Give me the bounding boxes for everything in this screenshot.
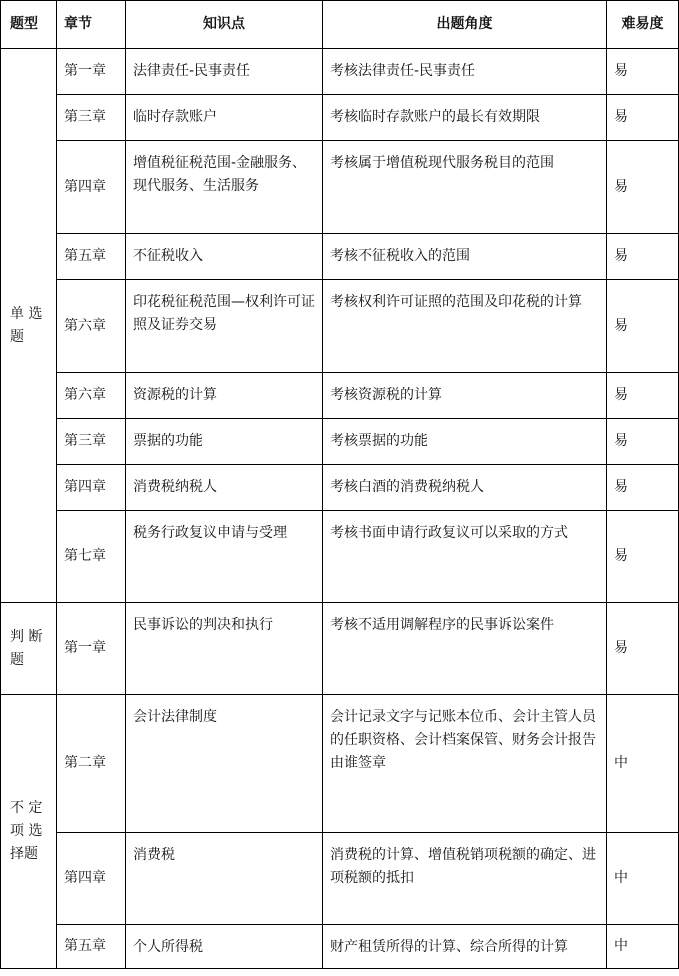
chapter-cell: 第四章 (57, 141, 126, 234)
knowledge-cell: 税务行政复议申请与受理 (126, 511, 323, 603)
knowledge-cell: 法律责任-民事责任 (126, 49, 323, 95)
knowledge-cell: 不征税收入 (126, 234, 323, 280)
difficulty-cell: 易 (607, 95, 679, 141)
angle-cell: 会计记录文字与记账本位币、会计主管人员的任职资格、会计档案保管、财务会计报告由谁签章 (323, 695, 607, 833)
angle-cell: 财产租赁所得的计算、综合所得的计算 (323, 925, 607, 969)
question-type-cell (1, 695, 57, 969)
angle-cell: 考核票据的功能 (323, 419, 607, 465)
table-row (1, 695, 679, 833)
knowledge-cell: 会计法律制度 (126, 695, 323, 833)
chapter-cell: 第六章 (57, 280, 126, 373)
difficulty-cell: 中 (607, 925, 679, 969)
angle-cell: 考核资源税的计算 (323, 373, 607, 419)
chapter-cell: 第五章 (57, 925, 126, 969)
angle-cell: 考核白酒的消费税纳税人 (323, 465, 607, 511)
chapter-cell: 第七章 (57, 511, 126, 603)
question-type-cell (1, 603, 57, 695)
table-row (1, 511, 679, 603)
knowledge-cell: 个人所得税 (126, 925, 323, 969)
type-line: 不 定 (10, 800, 43, 816)
table-row (1, 419, 679, 465)
angle-cell: 考核不征税收入的范围 (323, 234, 607, 280)
type-line: 项 选 (10, 823, 43, 839)
table-row (1, 925, 679, 969)
chapter-cell: 第五章 (57, 234, 126, 280)
table-row (1, 49, 679, 95)
difficulty-cell: 易 (607, 280, 679, 373)
table-row (1, 603, 679, 695)
header-knowledge: 知识点 (126, 1, 323, 49)
knowledge-cell: 票据的功能 (126, 419, 323, 465)
table-row (1, 141, 679, 234)
knowledge-cell: 印花税征税范围—权利许可证照及证券交易 (126, 280, 323, 373)
header-chapter: 章节 (57, 1, 126, 49)
chapter-cell: 第二章 (57, 695, 126, 833)
type-line: 题 (10, 328, 24, 345)
angle-cell: 考核法律责任-民事责任 (323, 49, 607, 95)
chapter-cell: 第六章 (57, 373, 126, 419)
difficulty-cell: 易 (607, 465, 679, 511)
difficulty-cell: 易 (607, 511, 679, 603)
difficulty-cell: 易 (607, 603, 679, 695)
chapter-cell: 第四章 (57, 833, 126, 925)
chapter-cell: 第三章 (57, 95, 126, 141)
chapter-cell: 第一章 (57, 49, 126, 95)
type-line: 择题 (10, 846, 38, 862)
angle-cell: 考核临时存款账户的最长有效期限 (323, 95, 607, 141)
chapter-cell: 第一章 (57, 603, 126, 695)
difficulty-cell: 易 (607, 49, 679, 95)
knowledge-cell: 增值税征税范围-金融服务、现代服务、生活服务 (126, 141, 323, 234)
difficulty-cell: 易 (607, 141, 679, 234)
chapter-cell: 第三章 (57, 419, 126, 465)
knowledge-cell: 消费税纳税人 (126, 465, 323, 511)
difficulty-cell: 易 (607, 234, 679, 280)
knowledge-cell: 临时存款账户 (126, 95, 323, 141)
table-row (1, 373, 679, 419)
knowledge-cell: 民事诉讼的判决和执行 (126, 603, 323, 695)
question-type-cell (1, 49, 57, 603)
header-row (1, 1, 679, 49)
table-row (1, 833, 679, 925)
difficulty-cell: 中 (607, 695, 679, 833)
difficulty-cell: 中 (607, 833, 679, 925)
type-line: 判 断 (10, 628, 43, 645)
difficulty-cell: 易 (607, 419, 679, 465)
angle-cell: 考核不适用调解程序的民事诉讼案件 (323, 603, 607, 695)
chapter-cell: 第四章 (57, 465, 126, 511)
table-row (1, 234, 679, 280)
table-row (1, 465, 679, 511)
angle-cell: 考核书面申请行政复议可以采取的方式 (323, 511, 607, 603)
type-line: 题 (10, 651, 24, 668)
type-line: 单 选 (10, 305, 43, 322)
angle-cell: 消费税的计算、增值税销项税额的确定、进项税额的抵扣 (323, 833, 607, 925)
knowledge-cell: 资源税的计算 (126, 373, 323, 419)
header-difficulty: 难易度 (607, 1, 679, 49)
difficulty-cell: 易 (607, 373, 679, 419)
table-row (1, 280, 679, 373)
header-type: 题型 (1, 1, 57, 49)
angle-cell: 考核权利许可证照的范围及印花税的计算 (323, 280, 607, 373)
angle-cell: 考核属于增值税现代服务税目的范围 (323, 141, 607, 234)
header-angle: 出题角度 (323, 1, 607, 49)
knowledge-cell: 消费税 (126, 833, 323, 925)
table-row (1, 95, 679, 141)
